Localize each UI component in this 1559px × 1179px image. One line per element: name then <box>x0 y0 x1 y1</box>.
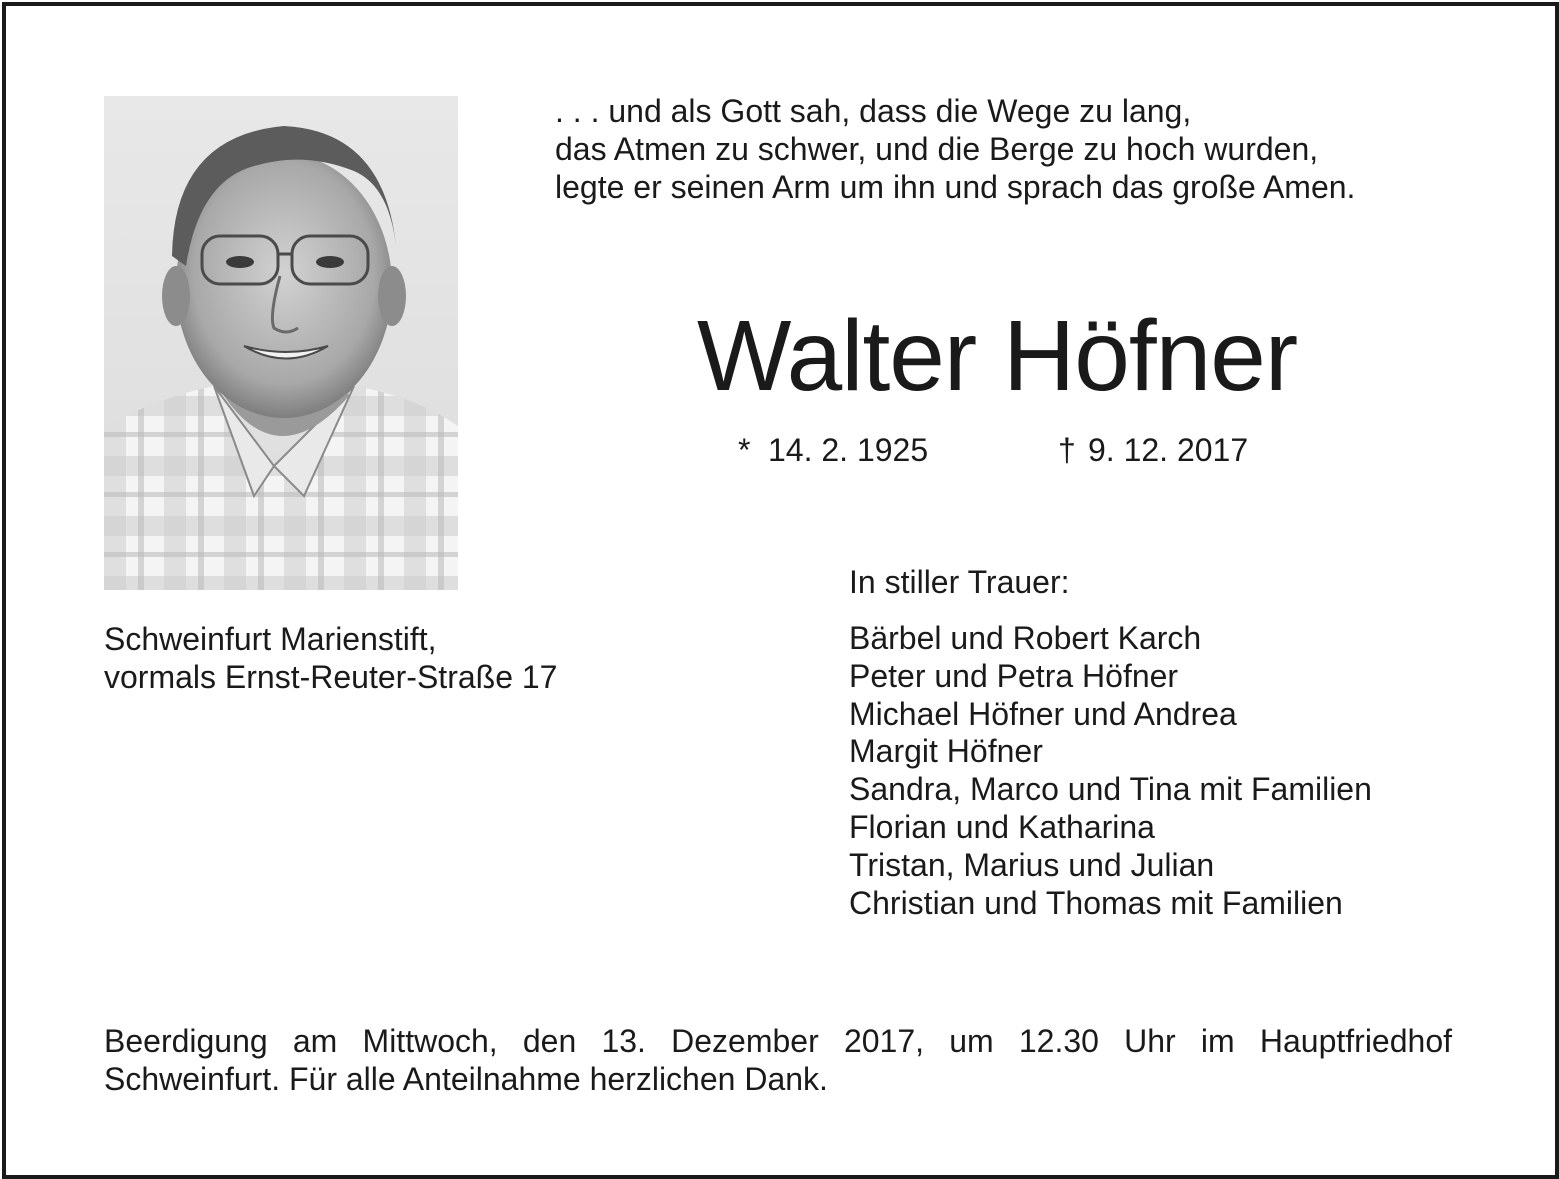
funeral-line: Beerdigung am Mittwoch, den 13. Dezember 2017, um 12.30 Uhr im Hauptfriedhof <box>104 1023 1452 1059</box>
funeral-line: Schweinfurt. Für alle Anteilnahme herzlichen Dank. <box>104 1061 828 1097</box>
birth-star-icon: * <box>738 432 751 468</box>
death-cross-icon: † <box>1058 432 1076 468</box>
deceased-name: Walter Höfner <box>697 300 1298 412</box>
birth-date <box>738 430 928 470</box>
mourner-name: Margit Höfner <box>849 733 1043 770</box>
mourner-name: Florian und Katharina <box>849 808 1155 845</box>
birth-date-value: 14. 2. 1925 <box>768 432 929 468</box>
mourner-name: Peter und Petra Höfner <box>849 657 1179 694</box>
death-date <box>1058 430 1248 470</box>
mourner-name: Michael Höfner und Andrea <box>849 695 1237 732</box>
mourner-name: Christian und Thomas mit Familien <box>849 884 1343 921</box>
mourner-name: Sandra, Marco und Tina mit Familien <box>849 771 1372 808</box>
poem-line: . . . und als Gott sah, dass die Wege zu lang, <box>555 93 1192 129</box>
address <box>104 620 557 696</box>
portrait-photo <box>104 96 458 590</box>
mourning-heading: In stiller Trauer: <box>849 564 1070 600</box>
address-line: Schweinfurt Marienstift, <box>104 621 437 657</box>
mourner-name: Tristan, Marius und Julian <box>849 846 1215 883</box>
mourner-name: Bärbel und Robert Karch <box>849 620 1202 656</box>
funeral-notice <box>104 1022 1452 1098</box>
death-date-value: 9. 12. 2017 <box>1088 432 1249 468</box>
poem-line: legte er seinen Arm um ihn und sprach das große Amen. <box>555 169 1356 205</box>
poem-line: das Atmen zu schwer, und die Berge zu hoch wurden, <box>555 131 1319 167</box>
address-line: vormals Ernst-Reuter-Straße 17 <box>104 659 558 695</box>
mourners-list <box>849 620 1372 922</box>
poem <box>555 92 1355 206</box>
